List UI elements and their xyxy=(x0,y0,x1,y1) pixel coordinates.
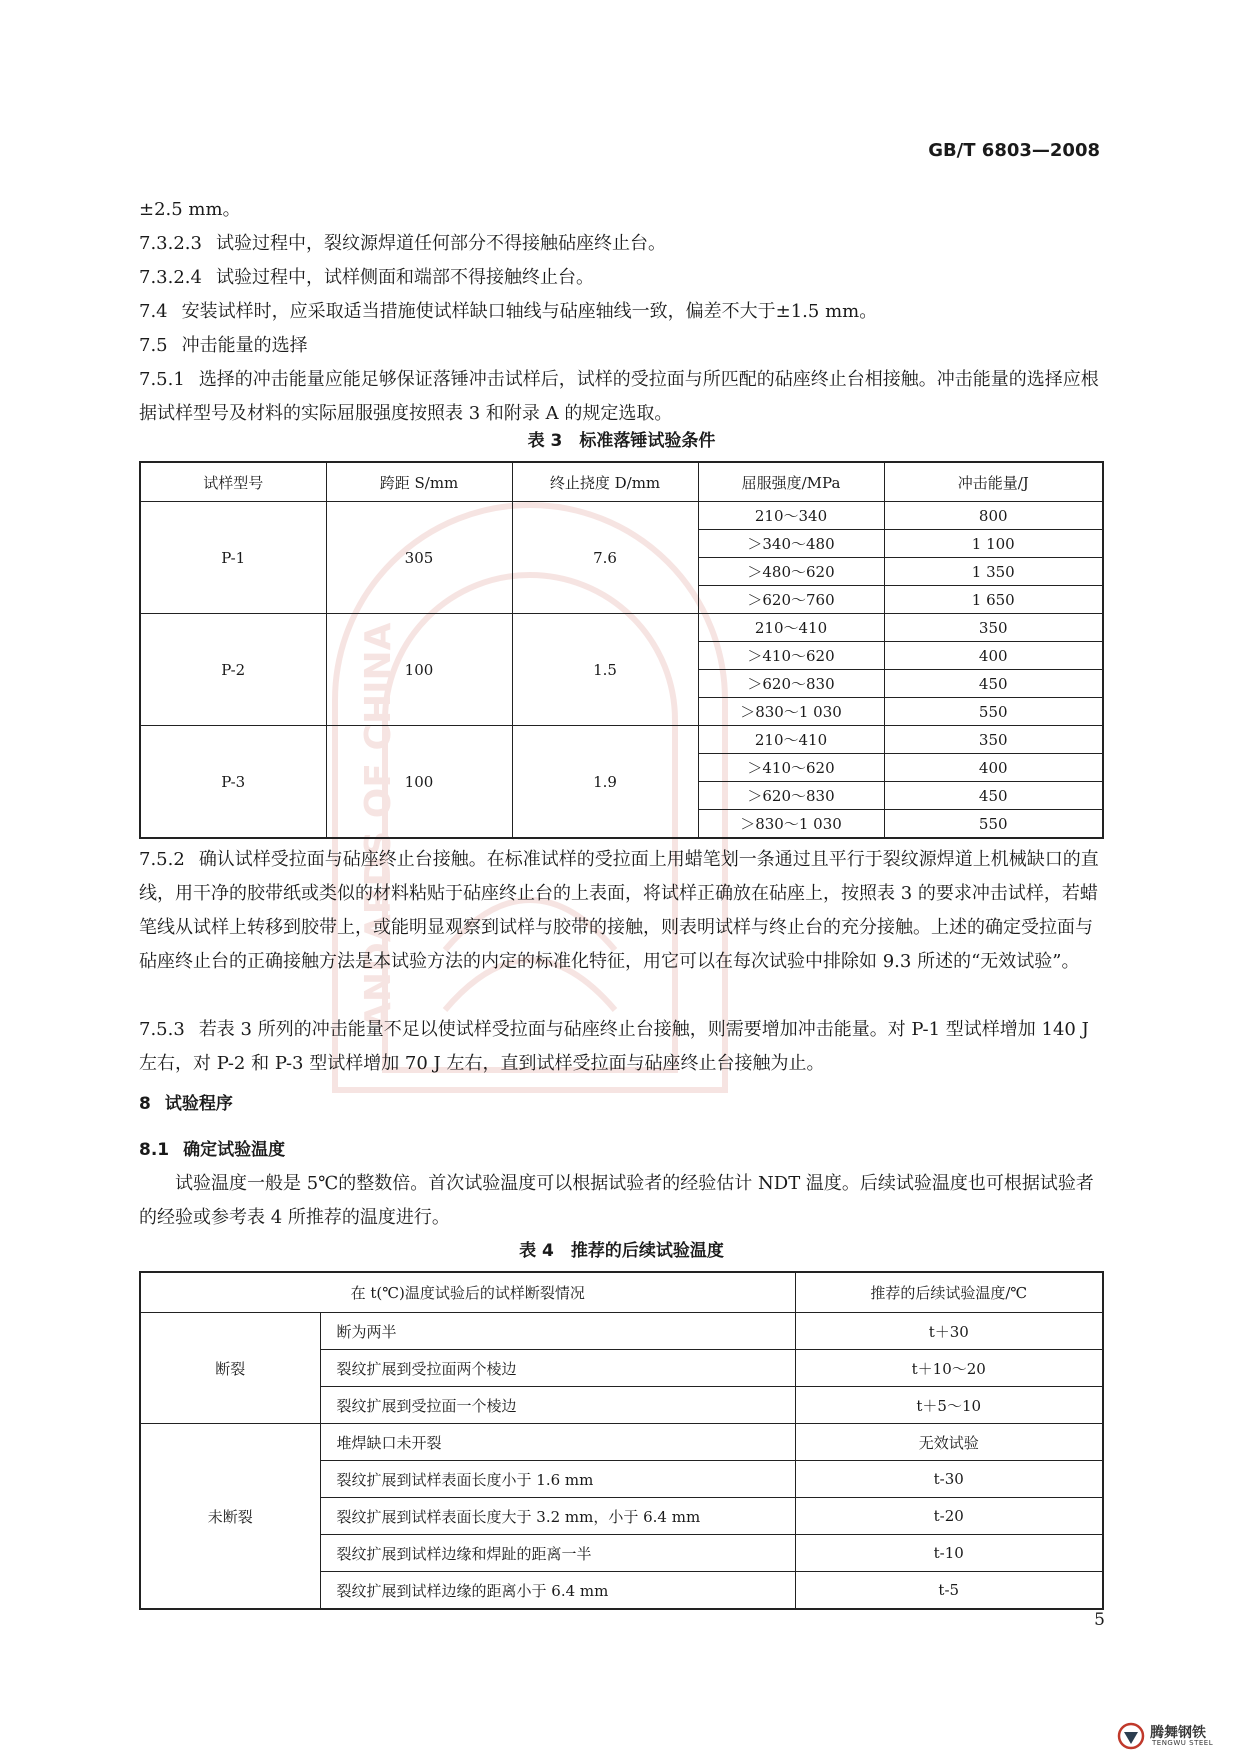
fracture-description-cell: 裂纹扩展到试样表面长度小于 1.6 mm xyxy=(320,1461,795,1498)
clause-text: 安装试样时，应采取适当措施使试样缺口轴线与砧座轴线一致，偏差不大于±1.5 mm。 xyxy=(181,301,878,322)
deflection-cell: 1.5 xyxy=(512,614,698,726)
impact-energy-cell: 400 xyxy=(884,754,1103,782)
deflection-cell: 1.9 xyxy=(512,726,698,839)
clause-number: 7.5.2 xyxy=(139,849,185,870)
impact-energy-cell: 450 xyxy=(884,782,1103,810)
table-4-caption: 表 4 推荐的后续试验温度 xyxy=(519,1241,724,1261)
section-title: 试验程序 xyxy=(164,1094,233,1114)
table-row xyxy=(140,502,1103,530)
yield-strength-cell: ＞830～1 030 xyxy=(698,810,884,839)
impact-energy-cell: 550 xyxy=(884,698,1103,726)
header-cell: 试样型号 xyxy=(140,462,326,502)
header-cell: 终止挠度 D/mm xyxy=(512,462,698,502)
temperature-cell: t＋10～20 xyxy=(795,1350,1103,1387)
impact-energy-cell: 350 xyxy=(884,614,1103,642)
clause-number: 7.5.1 xyxy=(139,369,185,390)
specimen-type-cell: P-1 xyxy=(140,502,326,614)
table-row xyxy=(140,726,1103,754)
seal-text: ANDARDS OF CHINA xyxy=(358,622,399,1030)
impact-energy-cell: 1 650 xyxy=(884,586,1103,614)
logo-mark-icon xyxy=(1116,1722,1146,1750)
impact-energy-cell: 1 350 xyxy=(884,558,1103,586)
yield-strength-cell: ＞480～620 xyxy=(698,558,884,586)
deflection-cell: 7.6 xyxy=(512,502,698,614)
clause-text: 选择的冲击能量应能足够保证落锤冲击试样后，试样的受拉面与所匹配的砧座终止台相接触。冲击能量的选择应根据试样型号及材料的实际屈服强度按照表 3 和附录 A 的规定选取。 xyxy=(139,369,1099,424)
fracture-group-cell: 断裂 xyxy=(140,1313,320,1424)
fracture-description-cell: 堆焊缺口未开裂 xyxy=(320,1424,795,1461)
section-8-heading xyxy=(139,1087,1104,1121)
table-row xyxy=(140,1313,1103,1350)
header-cell: 屈服强度/MPa xyxy=(698,462,884,502)
specimen-type-cell: P-2 xyxy=(140,614,326,726)
clause-7-5 xyxy=(139,329,1104,363)
clause-number: 7.4 xyxy=(139,301,168,322)
impact-energy-cell: 400 xyxy=(884,642,1103,670)
temperature-cell: t＋5～10 xyxy=(795,1387,1103,1424)
span-cell: 305 xyxy=(326,502,512,614)
yield-strength-cell: ＞620～830 xyxy=(698,782,884,810)
clause-7-3-2-3 xyxy=(139,227,1104,261)
impact-energy-cell: 550 xyxy=(884,810,1103,839)
yield-strength-cell: ＞410～620 xyxy=(698,642,884,670)
yield-strength-cell: 210～340 xyxy=(698,502,884,530)
impact-energy-cell: 350 xyxy=(884,726,1103,754)
yield-strength-cell: ＞340～480 xyxy=(698,530,884,558)
clause-text: 试验过程中，裂纹源焊道任何部分不得接触砧座终止台。 xyxy=(215,233,666,254)
clause-text: 冲击能量的选择 xyxy=(181,335,308,356)
temperature-cell: t＋30 xyxy=(795,1313,1103,1350)
clause-text: 试验过程中，试样侧面和端部不得接触终止台。 xyxy=(215,267,594,288)
table-4-recommended-temperatures xyxy=(139,1271,1104,1610)
fracture-description-cell: 裂纹扩展到受拉面一个棱边 xyxy=(320,1387,795,1424)
yield-strength-cell: ＞410～620 xyxy=(698,754,884,782)
tolerance-line: ±2.5 mm。 xyxy=(139,199,241,220)
header-cell: 跨距 S/mm xyxy=(326,462,512,502)
table-header-row xyxy=(140,1272,1103,1313)
fracture-description-cell: 裂纹扩展到试样边缘的距离小于 6.4 mm xyxy=(320,1572,795,1610)
impact-energy-cell: 450 xyxy=(884,670,1103,698)
header-cell: 冲击能量/J xyxy=(884,462,1103,502)
span-cell: 100 xyxy=(326,726,512,839)
clause-7-4 xyxy=(139,295,1104,329)
yield-strength-cell: ＞620～830 xyxy=(698,670,884,698)
company-logo-watermark xyxy=(1116,1722,1236,1750)
clause-7-5-3 xyxy=(139,1013,1104,1081)
temperature-cell: 无效试验 xyxy=(795,1424,1103,1461)
page-number: 5 xyxy=(1094,1610,1105,1630)
clause-number: 7.3.2.3 xyxy=(139,233,202,254)
fracture-description-cell: 裂纹扩展到试样边缘和焊趾的距离一半 xyxy=(320,1535,795,1572)
section-title: 确定试验温度 xyxy=(183,1140,286,1160)
yield-strength-cell: 210～410 xyxy=(698,614,884,642)
table-header-row xyxy=(140,462,1103,502)
clause-number: 7.5.3 xyxy=(139,1019,185,1040)
standard-code: GB/T 6803—2008 xyxy=(928,140,1100,161)
section-number: 8 xyxy=(139,1094,151,1114)
temperature-cell: t-30 xyxy=(795,1461,1103,1498)
clause-number: 7.3.2.4 xyxy=(139,267,202,288)
logo-chinese-text: 腾舞钢铁 xyxy=(1150,1725,1206,1741)
clause-7-3-2-4 xyxy=(139,261,1104,295)
yield-strength-cell: ＞620～760 xyxy=(698,586,884,614)
table-3-drop-weight-conditions xyxy=(139,461,1104,839)
logo-english-text: TENGWU STEEL xyxy=(1152,1739,1214,1747)
fracture-description-cell: 裂纹扩展到试样表面长度大于 3.2 mm，小于 6.4 mm xyxy=(320,1498,795,1535)
table-row xyxy=(140,1424,1103,1461)
temperature-cell: t-5 xyxy=(795,1572,1103,1610)
clause-7-5-2 xyxy=(139,843,1104,979)
header-cell: 在 t(℃)温度试验后的试样断裂情况 xyxy=(140,1272,795,1313)
clause-8-1-text: 试验温度一般是 5℃的整数倍。首次试验温度可以根据试验者的经验估计 NDT 温度。后续试验温度也可根据试验者的经验或参考表 4 所推荐的温度进行。 xyxy=(139,1173,1094,1228)
clause-text: 确认试样受拉面与砧座终止台接触。在标准试样的受拉面上用蜡笔划一条通过且平行于裂纹源焊道上机械缺口的直线，用干净的胶带纸或类似的材料粘贴于砧座终止台的上表面，将试样正确放在砧座上，按照表 3 的要求冲击试样，若蜡笔线从试样上转移到胶带上，或能明显观察到试样与胶带的接触，则表明试样与终止台的充分接触。上述的确定受拉面与砧座终止台的正确接触方法是本试验方法的内定的标准化特征，用它可以在每次试验中排除如 9.3 所述的“无效试验”。 xyxy=(139,849,1099,972)
yield-strength-cell: 210～410 xyxy=(698,726,884,754)
span-cell: 100 xyxy=(326,614,512,726)
section-8-1-heading xyxy=(139,1133,1104,1167)
specimen-type-cell: P-3 xyxy=(140,726,326,839)
yield-strength-cell: ＞830～1 030 xyxy=(698,698,884,726)
table-row xyxy=(140,614,1103,642)
fracture-group-cell: 未断裂 xyxy=(140,1424,320,1610)
fracture-description-cell: 裂纹扩展到受拉面两个棱边 xyxy=(320,1350,795,1387)
impact-energy-cell: 800 xyxy=(884,502,1103,530)
temperature-cell: t-20 xyxy=(795,1498,1103,1535)
fracture-description-cell: 断为两半 xyxy=(320,1313,795,1350)
clause-7-5-1 xyxy=(139,363,1104,431)
header-cell: 推荐的后续试验温度/℃ xyxy=(795,1272,1103,1313)
clause-text: 若表 3 所列的冲击能量不足以使试样受拉面与砧座终止台接触，则需要增加冲击能量。对 P-1 型试样增加 140 J 左右，对 P-2 和 P-3 型试样增加 70 J 左右，直到试样受拉面与砧座终止台接触为止。 xyxy=(139,1019,1089,1074)
clause-number: 7.5 xyxy=(139,335,168,356)
table-3-caption: 表 3 标准落锤试验条件 xyxy=(527,431,716,451)
impact-energy-cell: 1 100 xyxy=(884,530,1103,558)
section-number: 8.1 xyxy=(139,1140,170,1160)
temperature-cell: t-10 xyxy=(795,1535,1103,1572)
